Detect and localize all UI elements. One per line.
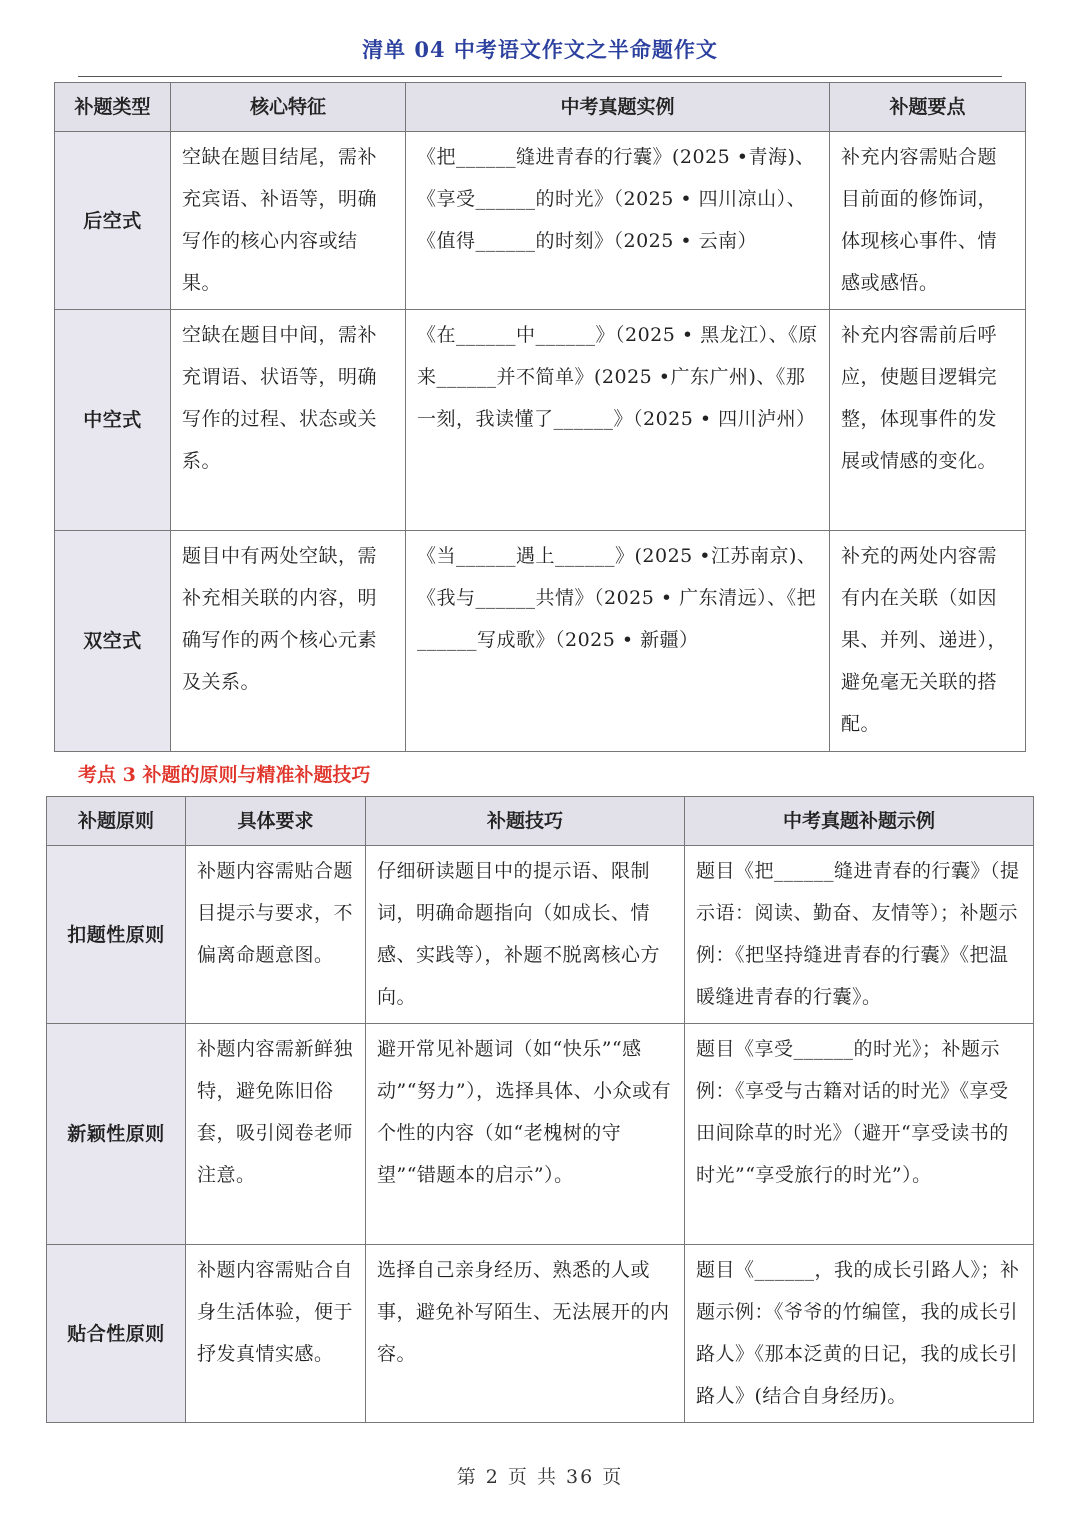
principle-cell: 新颖性原则 (47, 1024, 186, 1245)
column-header: 补题原则 (47, 797, 186, 846)
key-point-cell: 补充内容需贴合题目前面的修饰词，体现核心事件、情感或感悟。 (830, 132, 1026, 310)
column-header: 补题技巧 (366, 797, 685, 846)
technique-cell: 仔细研读题目中的提示语、限制词，明确命题指向（如成长、情感、实践等），补题不脱离核心方向。 (366, 846, 685, 1024)
table-row (47, 1245, 1034, 1423)
table-row (55, 132, 1026, 310)
column-header: 中考真题补题示例 (685, 797, 1034, 846)
feature-cell: 空缺在题目结尾，需补充宾语、补语等，明确写作的核心内容或结果。 (171, 132, 406, 310)
column-header: 中考真题实例 (406, 83, 830, 132)
title-divider (78, 76, 1002, 77)
section-heading: 考点 3 补题的原则与精准补题技巧 (78, 764, 371, 786)
feature-cell: 空缺在题目中间，需补充谓语、状语等，明确写作的过程、状态或关系。 (171, 310, 406, 531)
table-row (47, 846, 1034, 1024)
column-header: 补题要点 (830, 83, 1026, 132)
key-point-cell: 补充内容需前后呼应，使题目逻辑完整，体现事件的发展或情感的变化。 (830, 310, 1026, 531)
page-number-footer: 第 2 页 共 36 页 (456, 1466, 624, 1488)
fill-principle-table (46, 796, 1034, 1423)
feature-cell: 题目中有两处空缺，需补充相关联的内容，明确写作的两个核心元素及关系。 (171, 531, 406, 752)
fill-type-cell: 双空式 (55, 531, 171, 752)
principle-cell: 贴合性原则 (47, 1245, 186, 1423)
technique-cell: 避开常见补题词（如“快乐”“感动”“努力”），选择具体、小众或有个性的内容（如“老槐树的守望”“错题本的启示”）。 (366, 1024, 685, 1245)
example-cell: 题目《把______缝进青春的行囊》（提示语：阅读、勤奋、友情等）；补题示例：《把坚持缝进青春的行囊》《把温暖缝进青春的行囊》。 (685, 846, 1034, 1024)
table-row (55, 310, 1026, 531)
column-header: 补题类型 (55, 83, 171, 132)
column-header: 核心特征 (171, 83, 406, 132)
fill-type-table (54, 82, 1026, 752)
table-header-row (55, 83, 1026, 132)
requirement-cell: 补题内容需贴合自身生活体验，便于抒发真情实感。 (186, 1245, 366, 1423)
fill-type-cell: 中空式 (55, 310, 171, 531)
principle-cell: 扣题性原则 (47, 846, 186, 1024)
example-cell: 题目《______，我的成长引路人》；补题示例：《爷爷的竹编筐，我的成长引路人》《那本泛黄的日记，我的成长引路人》(结合自身经历)。 (685, 1245, 1034, 1423)
technique-cell: 选择自己亲身经历、熟悉的人或事，避免补写陌生、无法展开的内容。 (366, 1245, 685, 1423)
table-row (47, 1024, 1034, 1245)
fill-type-cell: 后空式 (55, 132, 171, 310)
example-cell: 题目《享受______的时光》；补题示例：《享受与古籍对话的时光》《享受田间除草的时光》（避开“享受读书的时光”“享受旅行的时光”）。 (685, 1024, 1034, 1245)
column-header: 具体要求 (186, 797, 366, 846)
table-header-row (47, 797, 1034, 846)
example-cell: 《在______中______》（2025 • 黑龙江）、《原来______并不简单》(2025 •广东广州)、《那一刻，我读懂了______》（2025 • 四川泸州） (406, 310, 830, 531)
example-cell: 《把______缝进青春的行囊》(2025 •青海)、《享受______的时光》（2025 • 四川凉山）、《值得______的时刻》（2025 • 云南） (406, 132, 830, 310)
requirement-cell: 补题内容需贴合题目提示与要求，不偏离命题意图。 (186, 846, 366, 1024)
key-point-cell: 补充的两处内容需有内在关联（如因果、并列、递进），避免毫无关联的搭配。 (830, 531, 1026, 752)
table-row (55, 531, 1026, 752)
page-title: 清单 04 中考语文作文之半命题作文 (362, 37, 718, 62)
requirement-cell: 补题内容需新鲜独特，避免陈旧俗套，吸引阅卷老师注意。 (186, 1024, 366, 1245)
example-cell: 《当______遇上______》(2025 •江苏南京)、《我与______共情》（2025 • 广东清远）、《把______写成歌》（2025 • 新疆） (406, 531, 830, 752)
